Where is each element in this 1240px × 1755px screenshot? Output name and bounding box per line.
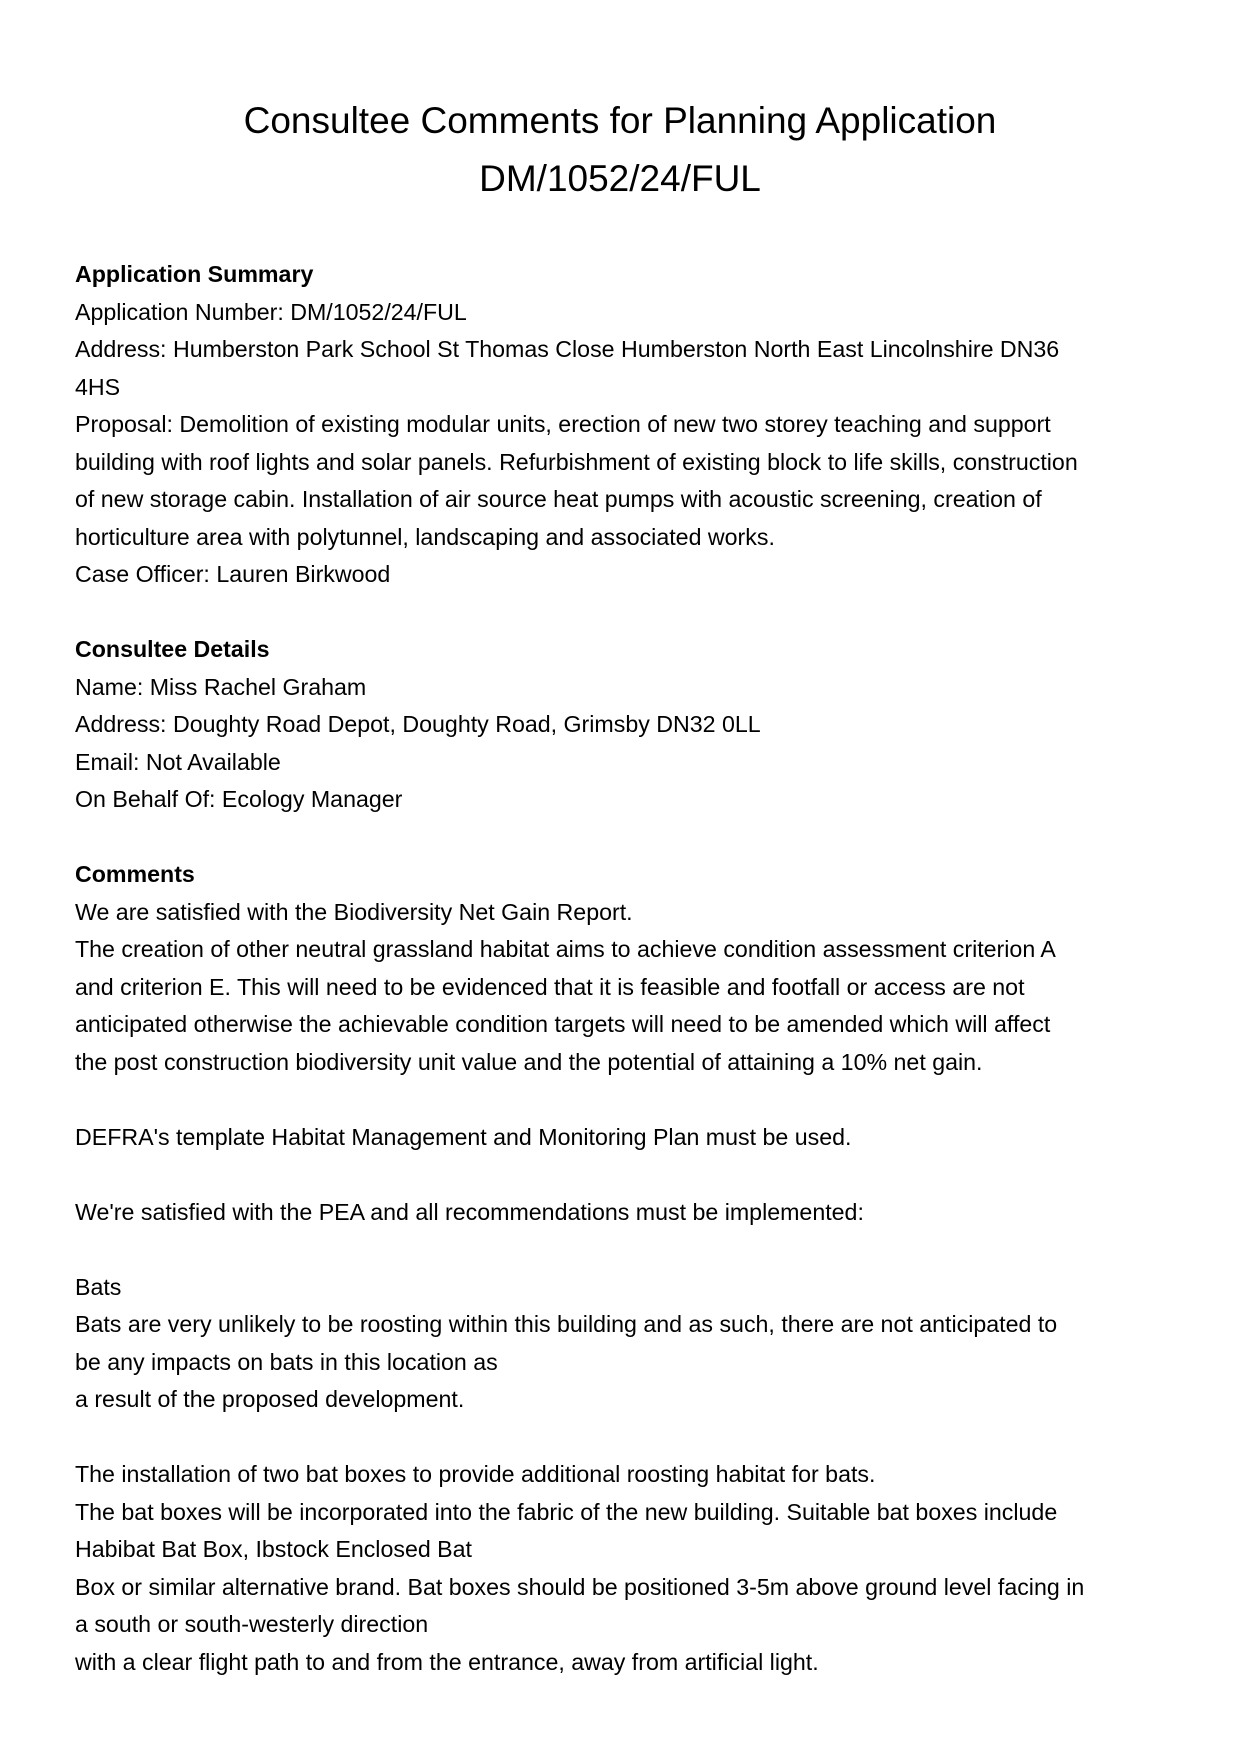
site-address-line: Address: Humberston Park School St Thomas Close Humberston North East Lincolnshire DN36 xyxy=(75,336,1060,362)
title-line-2: DM/1052/24/FUL xyxy=(479,158,761,199)
comments-heading: Comments xyxy=(75,861,195,887)
page-title xyxy=(0,92,1240,208)
consultee-address: Address: Doughty Road Depot, Doughty Road, Grimsby DN32 0LL xyxy=(75,711,761,737)
comment-subheading-bats: Bats xyxy=(75,1273,122,1300)
comment-line: The bat boxes will be incorporated into the fabric of the new building. Suitable bat boxes include xyxy=(75,1498,1058,1525)
proposal-line: building with roof lights and solar panels. Refurbishment of existing block to life skills, construction xyxy=(75,448,1078,475)
spacer xyxy=(75,1231,1175,1269)
document-body xyxy=(75,256,1175,1681)
comment-line: anticipated otherwise the achievable condition targets will need to be amended which will affect xyxy=(75,1011,1051,1037)
consultee-name: Name: Miss Rachel Graham xyxy=(75,673,367,700)
spacer xyxy=(75,1419,1175,1457)
spacer xyxy=(75,594,1175,632)
application-number: Application Number: DM/1052/24/FUL xyxy=(75,298,467,325)
comment-line: a result of the proposed development. xyxy=(75,1386,465,1412)
comment-line: a south or south-westerly direction xyxy=(75,1611,429,1637)
consultee-details-heading: Consultee Details xyxy=(75,636,270,662)
comment-line: with a clear flight path to and from the entrance, away from artificial light. xyxy=(75,1648,819,1675)
proposal-line: of new storage cabin. Installation of air source heat pumps with acoustic screening, creation of xyxy=(75,486,1042,512)
application-summary-heading: Application Summary xyxy=(75,261,314,287)
consultee-on-behalf-of: On Behalf Of: Ecology Manager xyxy=(75,786,403,812)
spacer xyxy=(75,1156,1175,1194)
comment-line: The creation of other neutral grassland habitat aims to achieve condition assessment criterion A xyxy=(75,936,1056,962)
application-summary-section xyxy=(75,256,1175,594)
comment-line: The installation of two bat boxes to provide additional roosting habitat for bats. xyxy=(75,1461,876,1487)
comment-line: Box or similar alternative brand. Bat boxes should be positioned 3-5m above ground level facing in xyxy=(75,1573,1085,1600)
proposal-line: horticulture area with polytunnel, landscaping and associated works. xyxy=(75,523,775,550)
title-line-1: Consultee Comments for Planning Application xyxy=(243,100,997,141)
spacer xyxy=(75,1081,1175,1119)
comment-line: We are satisfied with the Biodiversity Net Gain Report. xyxy=(75,898,633,925)
site-address-line: 4HS xyxy=(75,373,121,400)
proposal-line: Proposal: Demolition of existing modular units, erection of new two storey teaching and support xyxy=(75,411,1051,437)
comment-line: the post construction biodiversity unit value and the potential of attaining a 10% net gain. xyxy=(75,1048,983,1075)
consultee-details-section xyxy=(75,631,1175,819)
spacer xyxy=(75,819,1175,857)
comment-line: Habibat Bat Box, Ibstock Enclosed Bat xyxy=(75,1536,472,1562)
comment-line: and criterion E. This will need to be evidenced that it is feasible and footfall or access are not xyxy=(75,973,1025,1000)
comment-line: We're satisfied with the PEA and all recommendations must be implemented: xyxy=(75,1198,864,1225)
case-officer: Case Officer: Lauren Birkwood xyxy=(75,561,391,587)
comment-line: be any impacts on bats in this location as xyxy=(75,1348,498,1375)
comment-line: Bats are very unlikely to be roosting within this building and as such, there are not anticipated to xyxy=(75,1311,1058,1337)
comments-section xyxy=(75,856,1175,1681)
consultee-email: Email: Not Available xyxy=(75,748,281,775)
comment-line: DEFRA's template Habitat Management and Monitoring Plan must be used. xyxy=(75,1123,852,1150)
